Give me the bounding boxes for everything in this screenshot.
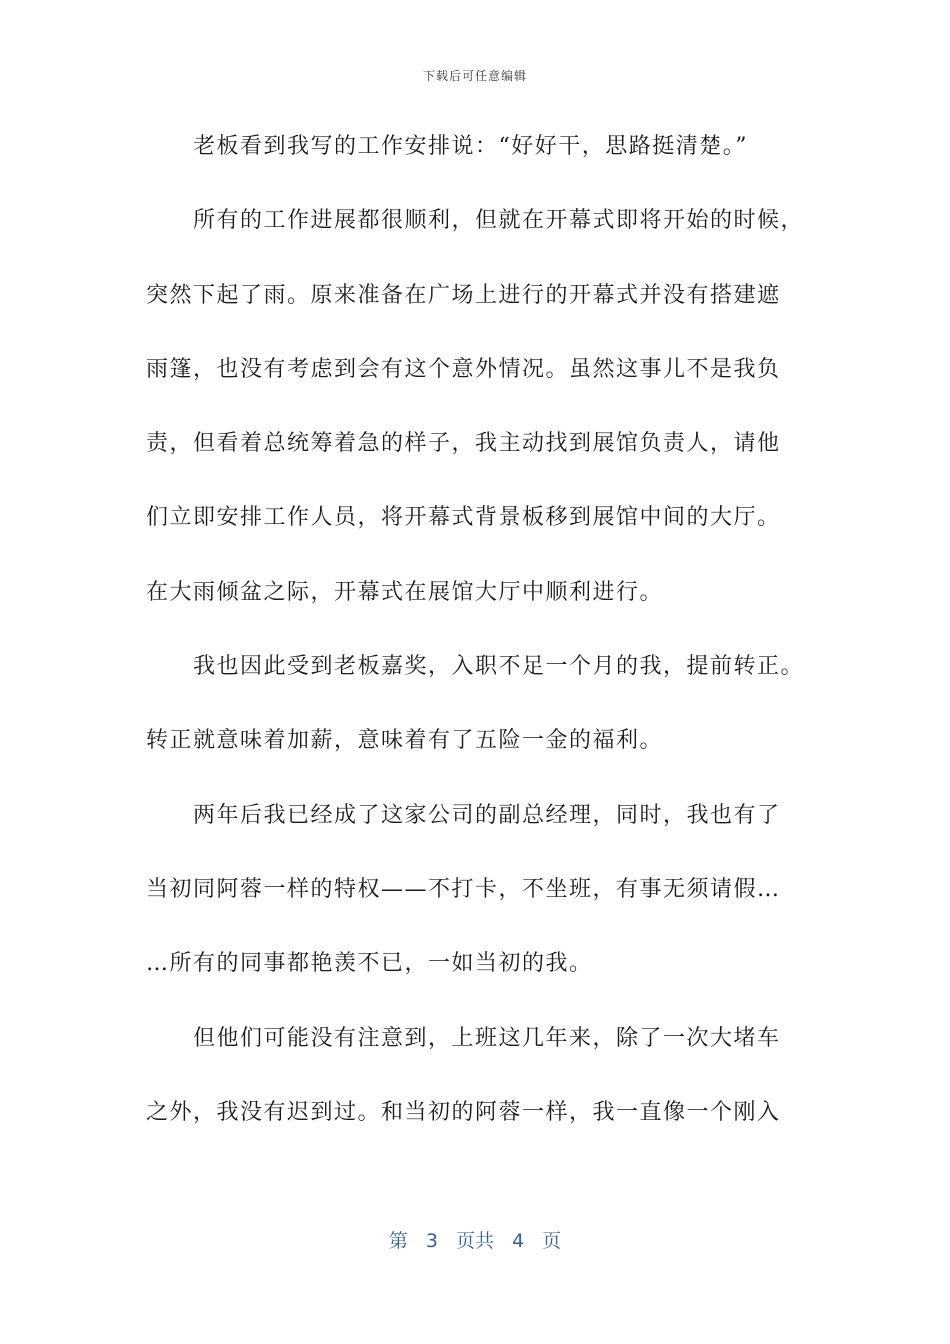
text-line: 但他们可能没有注意到，上班这几年来，除了一次大堵车 <box>193 1025 781 1051</box>
page-header: 下载后可任意编辑 <box>422 69 527 83</box>
footer-total-pages: 4 <box>512 1230 525 1252</box>
text-line: 我也因此受到老板嘉奖，入职不足一个月的我，提前转正。 <box>193 654 805 680</box>
text-line: 老板看到我写的工作安排说：“好好干，思路挺清楚。” <box>193 134 748 159</box>
footer-page-suffix: 页 <box>542 1230 562 1252</box>
text-line: 雨篷，也没有考虑到会有这个意外情况。虽然这事儿不是我负 <box>146 356 781 382</box>
text-line: 在大雨倾盆之际，开幕式在展馆大厅中顺利进行。 <box>146 579 664 605</box>
text-line: 所有的工作进展都很顺利，但就在开幕式即将开始的时候， <box>193 208 805 234</box>
text-line: 两年后我已经成了这家公司的副总经理，同时，我也有了 <box>193 802 781 828</box>
page-footer <box>0 1226 950 1253</box>
text-line: …所有的同事都艳羡不已，一如当初的我。 <box>146 951 593 977</box>
text-line: 突然下起了雨。原来准备在广场上进行的开幕式并没有搭建遮 <box>146 282 781 308</box>
document-body <box>146 124 826 1164</box>
text-line: 之外，我没有迟到过。和当初的阿蓉一样，我一直像一个刚入 <box>146 1099 781 1125</box>
footer-total-word: 页共 <box>455 1230 494 1252</box>
footer-current-page: 3 <box>425 1230 438 1252</box>
text-line: 责，但看着总统筹着急的样子，我主动找到展馆负责人，请他 <box>146 431 781 457</box>
text-line: 转正就意味着加薪，意味着有了五险一金的福利。 <box>146 728 664 754</box>
footer-page-word: 第 <box>388 1230 408 1252</box>
text-line: 当初同阿蓉一样的特权——不打卡，不坐班，有事无须请假… <box>146 876 781 902</box>
text-line: 们立即安排工作人员，将开幕式背景板移到展馆中间的大厅。 <box>146 505 781 531</box>
